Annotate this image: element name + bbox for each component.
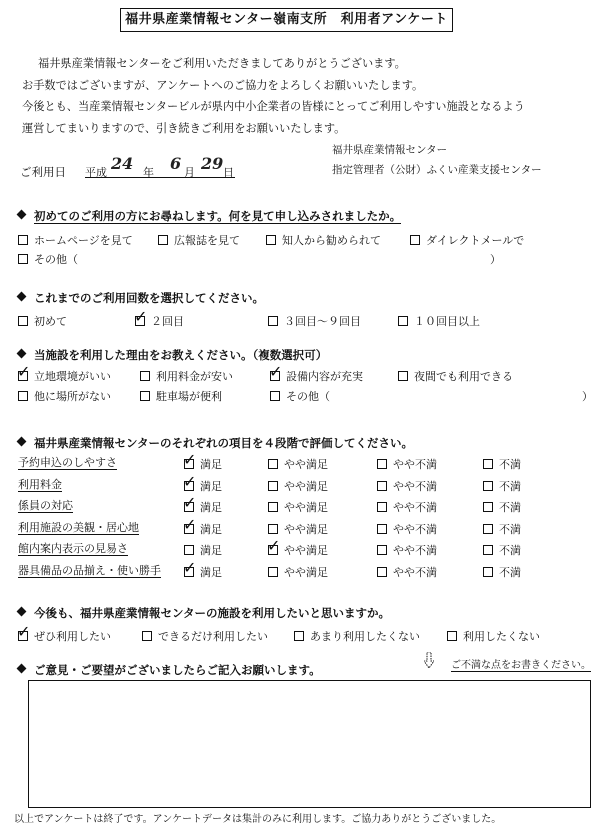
date-year-unit: 年 xyxy=(143,166,154,179)
q5-option-not[interactable]: 利用したくない xyxy=(447,628,540,644)
q4-rating-satisfied[interactable]: ✓ 満足 xyxy=(184,521,222,537)
q2-option-second[interactable]: ✓ ２回目 xyxy=(135,313,184,329)
checkbox-icon[interactable] xyxy=(294,631,304,641)
date-day-unit: 日 xyxy=(223,166,234,179)
diamond-bullet-icon xyxy=(17,607,27,617)
date-year-value: 24 xyxy=(111,154,134,173)
q4-item-label: 予約申込のしやすさ xyxy=(18,456,117,469)
intro-line-4: 運営してまいりますので、引き続きご利用をお願いいたします。 xyxy=(22,122,346,135)
checkbox-checked-icon[interactable] xyxy=(135,316,145,326)
q6-question: ご意見・ご要望がございましたらご記入お願いします。 xyxy=(34,663,321,677)
diamond-bullet-icon xyxy=(17,210,27,220)
q4-rating-satisfied[interactable]: 満足 xyxy=(184,542,222,558)
checkbox-checked-icon[interactable] xyxy=(184,524,194,534)
q4-item-label: 係員の対応 xyxy=(18,499,73,512)
q4-rating-somewhat-dissatisfied[interactable]: やや不満 xyxy=(377,564,437,580)
checkbox-icon[interactable] xyxy=(142,631,152,641)
q4-rating-somewhat-satisfied[interactable]: やや満足 xyxy=(268,521,328,537)
q4-rating-somewhat-satisfied[interactable]: やや満足 xyxy=(268,499,328,515)
checkbox-icon[interactable] xyxy=(398,371,408,381)
q1-option-newsletter[interactable]: 広報誌を見て xyxy=(158,232,240,248)
q3-option-other[interactable]: その他（ xyxy=(270,388,330,404)
q4-item-label: 利用施設の美観・居心地 xyxy=(18,520,139,534)
q3-option-cheap[interactable]: 利用料金が安い xyxy=(140,368,233,384)
checkbox-icon[interactable] xyxy=(266,235,276,245)
q3-heading xyxy=(18,347,327,363)
checkbox-icon[interactable] xyxy=(377,567,387,577)
q3-question: 当施設を利用した理由をお教えください。（複数選択可） xyxy=(34,348,328,362)
q5-heading xyxy=(18,605,390,621)
checkbox-icon[interactable] xyxy=(268,502,278,512)
q5-question: 今後も、福井県産業情報センターの施設を利用したいと思いますか。 xyxy=(34,606,391,620)
checkbox-icon[interactable] xyxy=(483,567,493,577)
q4-rating-dissatisfied[interactable]: 不満 xyxy=(483,542,521,558)
q6-heading xyxy=(18,662,321,678)
checkbox-checked-icon[interactable] xyxy=(18,631,28,641)
checkbox-icon[interactable] xyxy=(268,524,278,534)
date-month-unit: 月 xyxy=(184,166,195,179)
q2-option-3to9[interactable]: ３回目～９回目 xyxy=(268,313,361,329)
survey-title: 福井県産業情報センター嶺南支所 利用者アンケート xyxy=(120,8,453,32)
q3-option-no-other-place[interactable]: 他に場所がない xyxy=(18,388,111,404)
q3-other-close: ） xyxy=(582,390,593,403)
q5-option-not-much[interactable]: あまり利用したくない xyxy=(294,628,420,644)
q1-heading xyxy=(18,208,401,224)
q3-option-location[interactable]: ✓立地環境がいい xyxy=(18,368,111,384)
q3-option-parking[interactable]: 駐車場が便利 xyxy=(140,388,222,404)
q4-rating-dissatisfied[interactable]: 不満 xyxy=(483,456,521,472)
checkbox-checked-icon[interactable] xyxy=(184,502,194,512)
q4-rating-satisfied[interactable]: ✓ 満足 xyxy=(184,456,222,472)
q1-option-other[interactable]: その他（ xyxy=(18,251,78,267)
q4-rating-dissatisfied[interactable]: 不満 xyxy=(483,564,521,580)
q4-rating-somewhat-satisfied[interactable]: やや満足 xyxy=(268,456,328,472)
checkbox-icon[interactable] xyxy=(18,316,28,326)
checkbox-icon[interactable] xyxy=(447,631,457,641)
checkbox-icon[interactable] xyxy=(483,502,493,512)
date-day-value: 29 xyxy=(201,154,224,173)
checkbox-icon[interactable] xyxy=(377,502,387,512)
checkbox-checked-icon[interactable] xyxy=(18,371,28,381)
q4-rating-somewhat-dissatisfied[interactable]: やや不満 xyxy=(377,521,437,537)
checkbox-icon[interactable] xyxy=(268,567,278,577)
q1-option-acquaintance[interactable]: 知人から勧められて xyxy=(266,232,381,248)
q4-rating-dissatisfied[interactable]: 不満 xyxy=(483,499,521,515)
q4-item-label: 利用料金 xyxy=(18,477,62,491)
date-month-value: 6 xyxy=(170,154,182,173)
checkbox-checked-icon[interactable] xyxy=(184,459,194,469)
checkbox-icon[interactable] xyxy=(268,459,278,469)
checkbox-icon[interactable] xyxy=(410,235,420,245)
diamond-bullet-icon xyxy=(17,664,27,674)
q5-option-definitely[interactable]: ✓ぜひ利用したい xyxy=(18,628,111,644)
comment-box[interactable] xyxy=(28,680,591,808)
q4-rating-somewhat-dissatisfied[interactable]: やや不満 xyxy=(377,542,437,558)
intro-line-2: お手数ではございますが、アンケートへのご協力をよろしくお願いいたします。 xyxy=(22,79,424,92)
date-label: ご利用日 xyxy=(20,165,66,179)
checkbox-icon[interactable] xyxy=(268,316,278,326)
date-era: 平成 xyxy=(85,166,107,179)
q2-heading xyxy=(18,290,264,306)
date-field[interactable] xyxy=(85,152,235,178)
q4-rating-satisfied[interactable]: ✓ 満足 xyxy=(184,499,222,515)
q4-rating-satisfied[interactable]: ✓ 満足 xyxy=(184,478,222,494)
q4-item-label: 館内案内表示の見易さ xyxy=(18,542,128,555)
checkbox-checked-icon[interactable] xyxy=(184,567,194,577)
diamond-bullet-icon xyxy=(17,437,27,447)
checkbox-icon[interactable] xyxy=(377,524,387,534)
intro-line-3: 今後とも、当産業情報センタービルが県内中小企業者の皆様にとってご利用しやすい施設となるよう xyxy=(22,100,525,113)
org-manager: 指定管理者（公財）ふくい産業支援センター xyxy=(332,164,542,176)
checkbox-icon[interactable] xyxy=(483,524,493,534)
q4-rating-dissatisfied[interactable]: 不満 xyxy=(483,478,521,494)
checkbox-icon[interactable] xyxy=(268,481,278,491)
q1-other-close: ） xyxy=(490,253,501,266)
checkbox-icon[interactable] xyxy=(377,459,387,469)
q2-option-first[interactable]: 初めて xyxy=(18,313,67,329)
checkbox-icon[interactable] xyxy=(140,371,150,381)
q2-question: これまでのご利用回数を選択してください。 xyxy=(34,291,264,305)
q4-heading xyxy=(18,435,413,451)
q4-rating-somewhat-dissatisfied[interactable]: やや不満 xyxy=(377,456,437,472)
q3-option-equipment[interactable]: ✓ 設備内容が充実 xyxy=(270,368,363,384)
checkbox-icon[interactable] xyxy=(483,481,493,491)
q4-rating-somewhat-satisfied[interactable]: やや満足 xyxy=(268,564,328,580)
checkbox-checked-icon[interactable] xyxy=(270,371,280,381)
q4-item-label: 器具備品の品揃え・使い勝手 xyxy=(18,563,161,577)
complaint-note: ご不満な点をお書きください。 xyxy=(451,656,591,672)
q4-rating-somewhat-dissatisfied[interactable]: やや不満 xyxy=(377,499,437,515)
intro-line-1: 福井県産業情報センターをご利用いただきましてありがとうございます。 xyxy=(38,57,406,70)
checkbox-icon[interactable] xyxy=(270,391,280,401)
checkbox-icon[interactable] xyxy=(18,254,28,264)
footer-note: 以上でアンケートは終了です。アンケートデータは集計のみに利用します。ご協力ありがとうございました。 xyxy=(14,814,502,825)
checkbox-icon[interactable] xyxy=(377,545,387,555)
q1-option-homepage[interactable]: ホームページを見て xyxy=(18,232,133,248)
checkbox-icon[interactable] xyxy=(483,545,493,555)
checkbox-icon[interactable] xyxy=(18,235,28,245)
q4-rating-somewhat-satisfied[interactable]: やや満足 xyxy=(268,478,328,494)
checkbox-icon[interactable] xyxy=(377,481,387,491)
q4-rating-somewhat-satisfied[interactable]: ✓ やや満足 xyxy=(268,542,328,558)
q4-question: 福井県産業情報センターのそれぞれの項目を４段階で評価してください。 xyxy=(34,436,414,450)
q4-rating-satisfied[interactable]: ✓ 満足 xyxy=(184,564,222,580)
diamond-bullet-icon xyxy=(17,292,27,302)
q4-rating-somewhat-dissatisfied[interactable]: やや不満 xyxy=(377,478,437,494)
checkbox-checked-icon[interactable] xyxy=(184,481,194,491)
q2-option-10plus[interactable]: １０回目以上 xyxy=(398,313,480,329)
checkbox-icon[interactable] xyxy=(483,459,493,469)
q4-rating-dissatisfied[interactable]: 不満 xyxy=(483,521,521,537)
comment-text xyxy=(29,681,590,689)
q1-option-direct-mail[interactable]: ダイレクトメールで xyxy=(410,232,524,248)
q1-question: 初めてのご利用の方にお尋ねします。何を見て申し込みされましたか。 xyxy=(34,209,402,223)
checkbox-checked-icon[interactable] xyxy=(268,545,278,555)
q3-option-night[interactable]: 夜間でも利用できる xyxy=(398,368,513,384)
org-name: 福井県産業情報センター xyxy=(332,144,448,156)
checkbox-icon[interactable] xyxy=(18,391,28,401)
checkbox-icon[interactable] xyxy=(184,545,194,555)
down-arrow-icon xyxy=(424,652,434,668)
q5-option-if-possible[interactable]: できるだけ利用したい xyxy=(142,628,268,644)
diamond-bullet-icon xyxy=(17,349,27,359)
checkbox-icon[interactable] xyxy=(158,235,168,245)
checkbox-icon[interactable] xyxy=(140,391,150,401)
checkbox-icon[interactable] xyxy=(398,316,408,326)
